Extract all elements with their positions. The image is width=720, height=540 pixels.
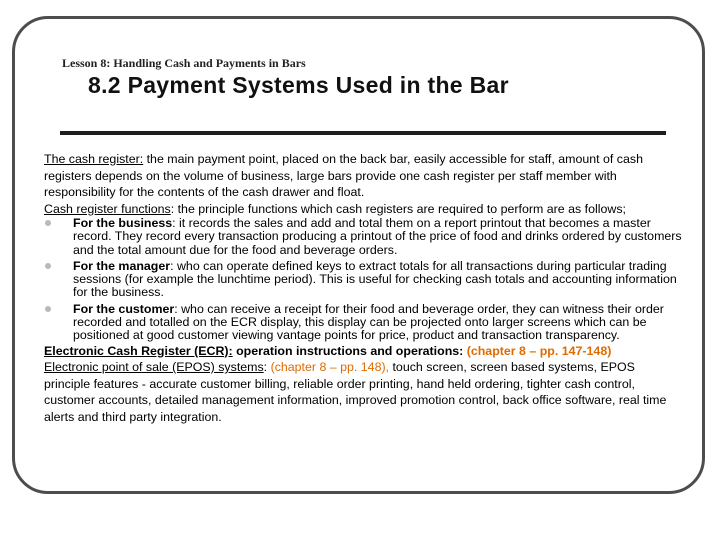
bullet-lead: For the manager	[73, 258, 171, 273]
bullet-text: : who can receive a receipt for their food and beverage order, they can witness their order recorded and totalled on the ECR display, this display can be projected onto larger screens which can be positioned at good customer viewing vantage points for price, product and transaction transparency.	[73, 301, 664, 343]
epos-text: touch screen, screen based systems, EPOS principle features - accurate customer billing, reliable order printing, hand held ordering, tighter cash control, customer accounts, detailed management information, improved promotion control, back office software, real time alerts and third party integration.	[44, 360, 667, 424]
page-title: 8.2 Payment Systems Used in the Bar	[88, 72, 509, 98]
lesson-subtitle: Lesson 8: Handling Cash and Payments in Bars	[62, 56, 306, 70]
epos-paragraph	[44, 359, 684, 425]
functions-text: : the principle functions which cash registers are required to perform are as follows;	[170, 201, 626, 216]
bullet-icon	[45, 306, 51, 312]
bullet-lead: For the business	[73, 216, 173, 230]
bullet-lead: For the customer	[73, 301, 175, 316]
bullet-icon	[45, 263, 51, 269]
list-item	[44, 217, 684, 257]
ecr-reference: (chapter 8 – pp. 147-148)	[466, 343, 612, 358]
bullet-text: : who can operate defined keys to extract totals for all transactions during particular trading sessions (for example the lunchtime period). This is useful for checking cash totals and accounting information for the business.	[73, 258, 677, 300]
list-item	[44, 260, 684, 300]
ecr-term: Electronic Cash Register (ECR):	[44, 343, 233, 358]
functions-list	[44, 217, 684, 343]
cash-register-term: The cash register:	[44, 152, 144, 166]
epos-reference: (chapter 8 – pp. 148),	[270, 360, 390, 375]
list-item	[44, 303, 684, 343]
epos-colon: :	[263, 360, 271, 375]
ecr-paragraph	[44, 343, 684, 360]
slide-body	[44, 151, 684, 425]
functions-paragraph	[44, 201, 684, 218]
title-divider	[60, 131, 666, 135]
bullet-icon	[45, 220, 51, 226]
cash-register-text: the main payment point, placed on the back bar, easily accessible for staff, amount of cash registers depends on the volume of business, large bars provide one cash register per staff member with responsibility for the contents of the cash drawer and float.	[44, 152, 643, 199]
epos-term: Electronic point of sale (EPOS) systems	[44, 360, 264, 375]
ecr-text: operation instructions and operations:	[232, 343, 467, 358]
cash-register-paragraph	[44, 151, 684, 201]
bullet-text: : it records the sales and add and total them on a report printout that becomes a master record. They record every transaction producing a printout of the price of food and drinks ordered by customers and the total amount due for the food and beverage orders.	[73, 216, 682, 257]
functions-term: Cash register functions	[44, 201, 171, 216]
